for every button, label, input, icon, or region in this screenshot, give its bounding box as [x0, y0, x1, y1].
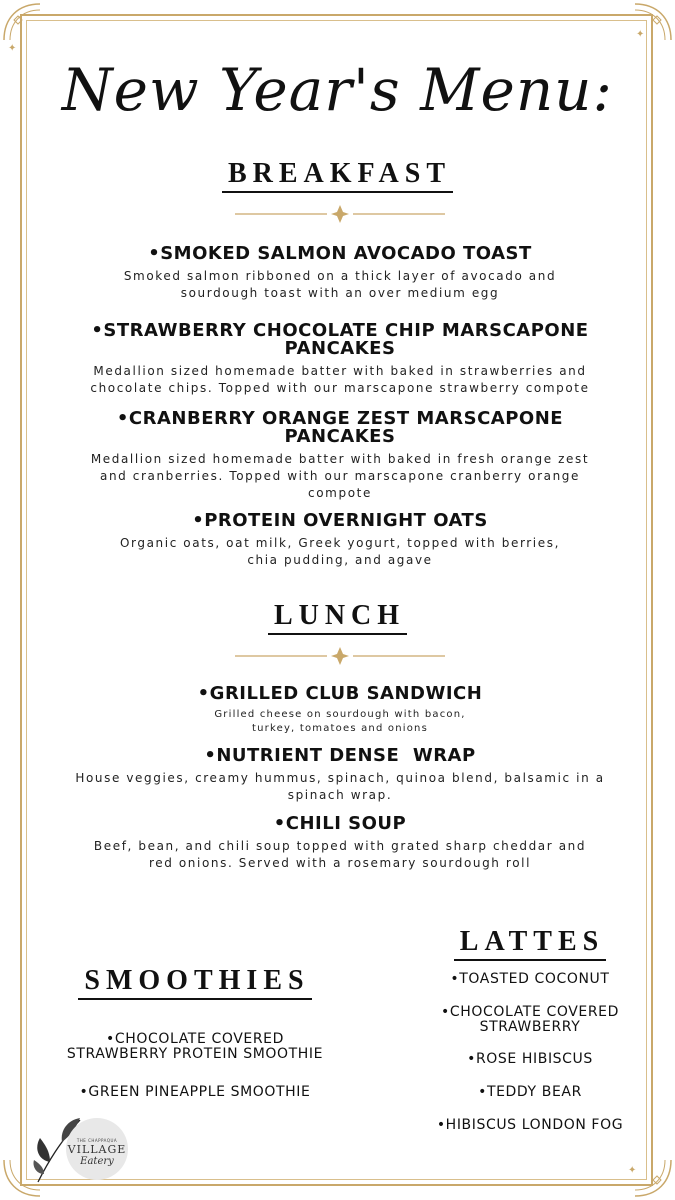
menu-title: New Year's Menu:: [61, 56, 614, 124]
item-name: •CRANBERRY ORANGE ZEST MARSCAPONE PANCAKES: [116, 408, 564, 447]
item-name: •GRILLED CLUB SANDWICH: [197, 683, 483, 704]
menu-item: [40, 685, 640, 736]
item-description: Medallion sized homemade batter with baked in strawberries and chocolate chips. Topped with our marscapone strawberry compote: [90, 364, 590, 395]
diamond-divider-icon: [235, 646, 445, 666]
breakfast-heading: BREAKFAST: [0, 158, 675, 190]
item-name: •SMOKED SALMON AVOCADO TOAST: [148, 243, 532, 264]
lunch-heading: LUNCH: [0, 600, 675, 632]
item-description: Organic oats, oat milk, Greek yogurt, topped with berries, chia pudding, and agave: [120, 536, 560, 567]
latte-item: •TEDDY BEAR: [478, 1084, 582, 1100]
menu-item: [40, 512, 640, 569]
latte-item: •CHOCOLATE COVERED STRAWBERRY: [441, 1004, 619, 1035]
menu-item: [40, 322, 640, 397]
logo-badge: THE CHAPPAQUA VILLAGE Eatery: [66, 1118, 128, 1180]
sparkle-icon: ✦: [636, 29, 645, 40]
diamond-divider-icon: [235, 204, 445, 224]
item-description: Grilled cheese on sourdough with bacon, turkey, tomatoes and onions: [214, 709, 466, 734]
smoothie-item: •CHOCOLATE COVERED STRAWBERRY PROTEIN SMOOTHIE: [66, 1031, 324, 1062]
item-name: •STRAWBERRY CHOCOLATE CHIP MARSCAPONE PANCAKES: [91, 320, 589, 359]
item-name: •PROTEIN OVERNIGHT OATS: [192, 510, 488, 531]
latte-item: •HIBISCUS LONDON FOG: [436, 1117, 624, 1133]
smoothie-item: •GREEN PINEAPPLE SMOOTHIE: [79, 1084, 311, 1100]
corner-ornament-icon: [629, 1154, 675, 1200]
lattes-heading: LATTES: [400, 926, 660, 958]
menu-item: [40, 747, 640, 804]
item-description: Medallion sized homemade batter with baked in fresh orange zest and cranberries. Topped with our marscapone cranberry orange compote: [90, 452, 590, 500]
item-description: Smoked salmon ribboned on a thick layer of avocado and sourdough toast with an over medium egg: [123, 269, 557, 300]
sparkle-icon: ✦: [628, 1165, 637, 1176]
item-description: House veggies, creamy hummus, spinach, quinoa blend, balsamic in a spinach wrap.: [75, 771, 605, 802]
item-name: •CHILI SOUP: [273, 813, 407, 834]
latte-item: •TOASTED COCONUT: [450, 971, 610, 987]
item-name: •NUTRIENT DENSE WRAP: [204, 745, 476, 766]
smoothies-heading: SMOOTHIES: [60, 965, 330, 997]
corner-ornament-icon: [0, 0, 46, 46]
latte-item: •ROSE HIBISCUS: [467, 1051, 593, 1067]
village-eatery-logo: [30, 1112, 127, 1184]
item-description: Beef, bean, and chili soup topped with grated sharp cheddar and red onions. Served with a rosemary sourdough roll: [93, 839, 587, 870]
menu-item: [40, 245, 640, 302]
sparkle-icon: ✦: [8, 43, 17, 54]
menu-item: [40, 815, 640, 872]
menu-item: [40, 410, 640, 502]
